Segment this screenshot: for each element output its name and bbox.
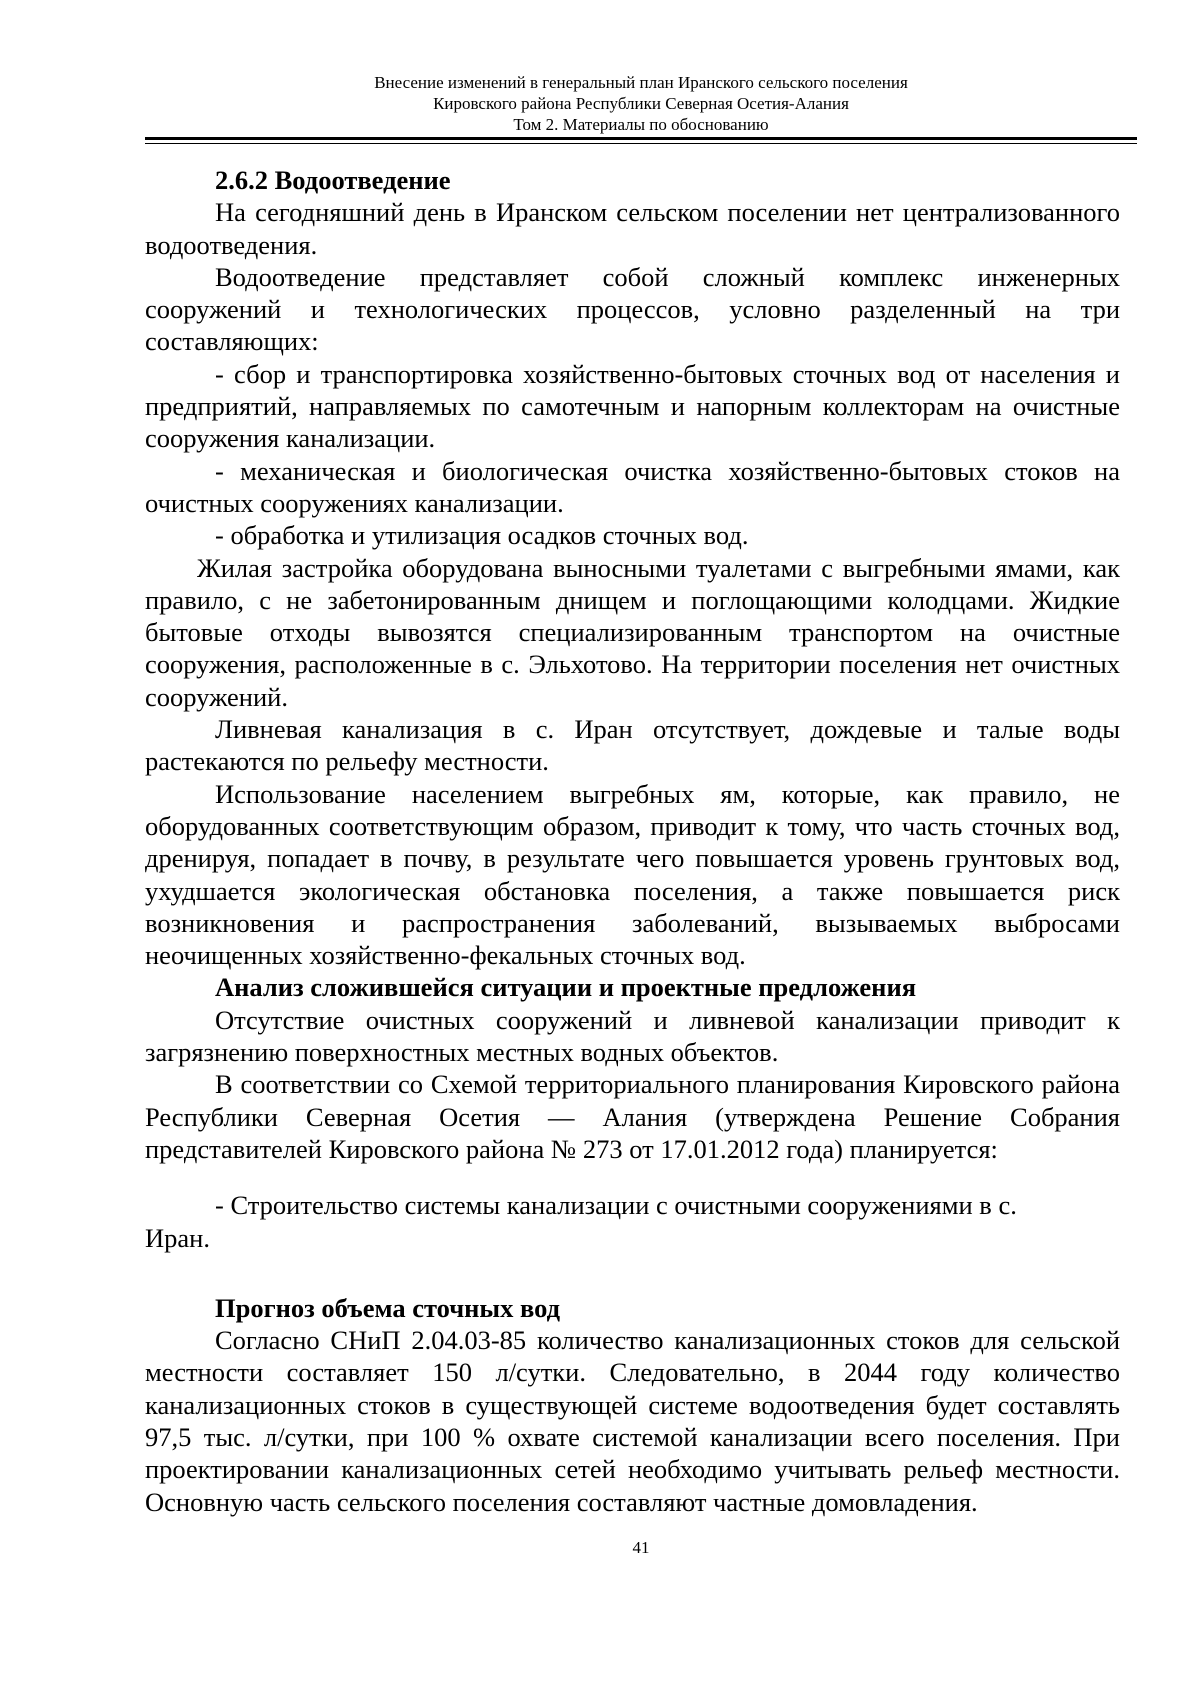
section-heading: 2.6.2 Водоотведение <box>215 165 451 195</box>
header-rule-thick <box>145 137 1137 140</box>
list-item: - механическая и биологическая очистка хозяйственно-бытовых стоков на очистных сооружениях канализации. <box>145 455 1120 518</box>
page-body <box>145 164 1120 1518</box>
body-paragraph: Отсутствие очистных сооружений и ливневой канализации приводит к загрязнению поверхностных местных водных объектов. <box>145 1004 1120 1068</box>
body-paragraph: Водоотведение представляет собой сложный комплекс инженерных сооружений и технологических процессов, условно разделенный на три составляющих: <box>145 261 1120 357</box>
body-paragraph: Жилая застройка оборудована выносными туалетами с выгребными ямами, как правило, с не забетонированным днищем и поглощающими колодцами. Жидкие бытовые отходы вывозятся специализированным транспортом на очистные сооружения, расположенные в с. Эльхотово. На территории поселения нет очистных сооружений. <box>145 552 1120 712</box>
list-item: - сбор и транспортировка хозяйственно-бытовых сточных вод от населения и предприятий, направляемых по самотечным и напорным коллекторам на очистные сооружения канализации. <box>145 358 1120 454</box>
header-line-2: Кировского района Республики Северная Осетия-Алания <box>433 94 849 113</box>
page-number: 41 <box>632 1538 650 1557</box>
analysis-heading: Анализ сложившейся ситуации и проектные предложения <box>215 972 917 1003</box>
header-line-3: Том 2. Материалы по обоснованию <box>513 115 769 134</box>
header-line-1: Внесение изменений в генеральный план Иранского сельского поселения <box>374 73 908 92</box>
body-paragraph: В соответствии со Схемой территориального планирования Кировского района Республики Северная Осетия — Алания (утверждена Решение Собрания представителей Кировского района № 273 от 17.01.2012 года) планируется: <box>145 1069 1120 1164</box>
list-item-continuation: Иран. <box>145 1222 210 1253</box>
list-item: - Строительство системы канализации с очистными сооружениями в с. <box>215 1190 1017 1221</box>
body-paragraph: Согласно СНиП 2.04.03-85 количество канализационных стоков для сельской местности составляет 150 л/сутки. Следовательно, в 2044 году количество канализационных стоков в существующей системе водоотведения будет составлять 97,5 тыс. л/сутки, при 100 % охвате системой канализации всего поселения. При проектировании канализационных сетей необходимо учитывать рельеф местности. Основную часть сельского поселения составляют частные домовладения. <box>145 1325 1120 1517</box>
body-paragraph: Использование населением выгребных ям, которые, как правило, не оборудованных соответствующим образом, приводит к тому, что часть сточных вод, дренируя, попадает в почву, в результате чего повышается уровень грунтовых вод, ухудшается экологическая обстановка поселения, а также повышается риск возникновения и распространения заболеваний, вызываемых выбросами неочищенных хозяйственно-фекальных сточных вод. <box>145 778 1120 971</box>
running-header <box>145 72 1137 135</box>
header-rule-thin <box>145 143 1137 144</box>
list-item: - обработка и утилизация осадков сточных вод. <box>215 520 749 551</box>
forecast-heading: Прогноз объема сточных вод <box>215 1292 561 1323</box>
body-paragraph: Ливневая канализация в с. Иран отсутствует, дождевые и талые воды растекаются по рельефу местности. <box>145 714 1120 777</box>
body-paragraph: На сегодняшний день в Иранском сельском поселении нет централизованного водоотведения. <box>145 197 1120 260</box>
